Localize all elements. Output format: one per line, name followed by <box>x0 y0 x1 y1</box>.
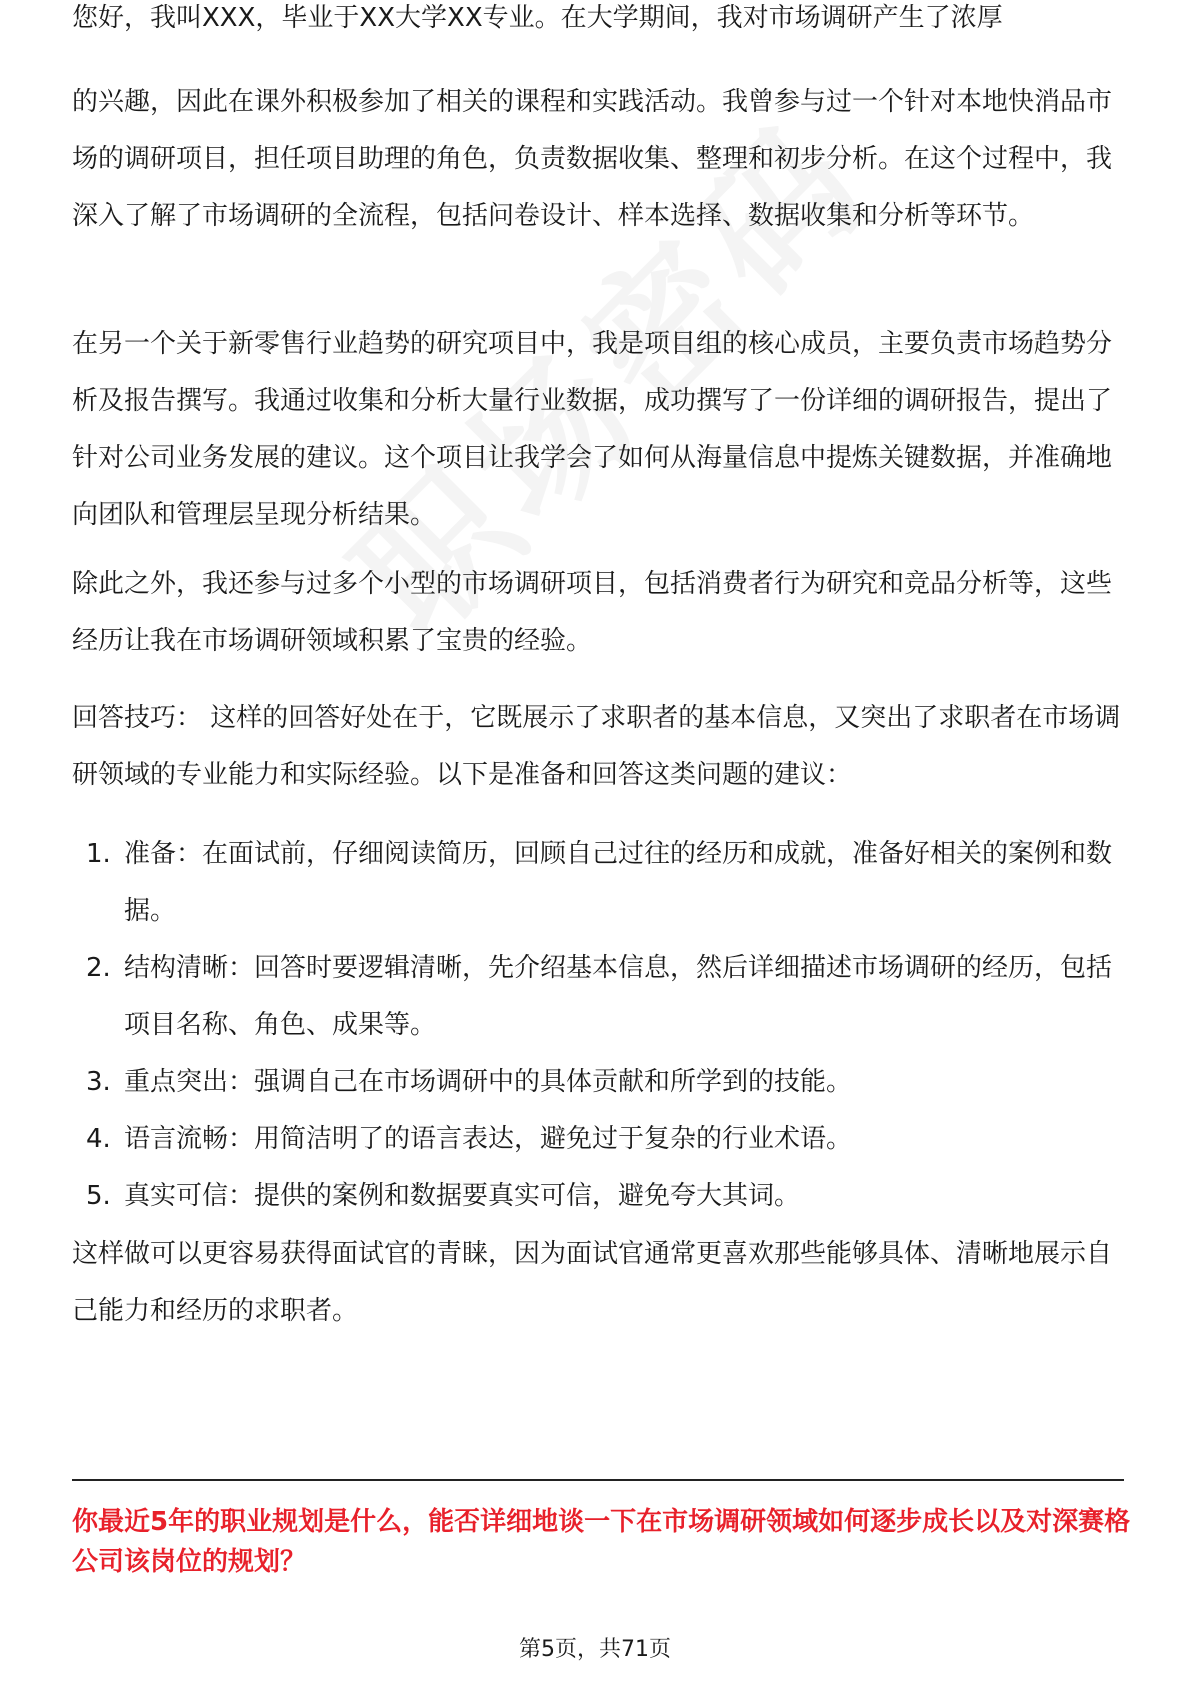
next-question-heading: 你最近5年的职业规划是什么，能否详细地谈一下在市场调研领域如何逐步成长以及对深赛格公司该岗位的规划？ <box>72 1507 1131 1577</box>
list-number: 4. <box>86 1124 111 1154</box>
section-divider <box>72 1479 1124 1481</box>
list-item <box>72 1168 1124 1225</box>
page-footer: 第5页，共71页 <box>519 1637 671 1662</box>
paragraph-text: 这样做可以更容易获得面试官的青睐，因为面试官通常更喜欢那些能够具体、清晰地展示自己能力和经历的求职者。 <box>72 1239 1113 1326</box>
paragraph-text: 在另一个关于新零售行业趋势的研究项目中，我是项目组的核心成员，主要负责市场趋势分析及报告撰写。我通过收集和分析大量行业数据，成功撰写了一份详细的调研报告，提出了针对公司业务发展的建议。这个项目让我学会了如何从海量信息中提炼关键数据，并准确地向团队和管理层呈现分析结果。 <box>72 329 1113 530</box>
list-number: 3. <box>86 1067 111 1097</box>
list-item <box>72 940 1124 1054</box>
tips-list <box>72 826 1124 1225</box>
list-number: 5. <box>86 1181 111 1211</box>
list-item <box>72 826 1124 940</box>
list-item <box>72 1054 1124 1111</box>
partial-top-line: 您好，我叫XXX，毕业于XX大学XX专业。在大学期间，我对市场调研产生了浓厚 <box>72 3 1003 33</box>
list-item-text: 结构清晰：回答时要逻辑清晰，先介绍基本信息，然后详细描述市场调研的经历，包括项目名称、角色、成果等。 <box>124 953 1113 1040</box>
paragraph-text: 的兴趣，因此在课外积极参加了相关的课程和实践活动。我曾参与过一个针对本地快消品市场的调研项目，担任项目助理的角色，负责数据收集、整理和初步分析。在这个过程中，我深入了解了市场调研的全流程，包括问卷设计、样本选择、数据收集和分析等环节。 <box>72 87 1113 231</box>
paragraph-text: 回答技巧： 这样的回答好处在于，它既展示了求职者的基本信息，又突出了求职者在市场调研领域的专业能力和实际经验。以下是准备和回答这类问题的建议： <box>72 703 1121 790</box>
paragraph-1 <box>72 74 1124 245</box>
list-item-text: 准备：在面试前，仔细阅读简历，回顾自己过往的经历和成就，准备好相关的案例和数据。 <box>124 839 1113 926</box>
closing-paragraph <box>72 1226 1124 1340</box>
paragraph-3 <box>72 556 1124 670</box>
paragraph-2 <box>72 316 1124 544</box>
list-number: 1. <box>86 839 111 869</box>
list-number: 2. <box>86 953 111 983</box>
answer-tips-intro <box>72 690 1124 804</box>
paragraph-text: 除此之外，我还参与过多个小型的市场调研项目，包括消费者行为研究和竞品分析等，这些经历让我在市场调研领域积累了宝贵的经验。 <box>72 569 1113 656</box>
list-item-text: 真实可信：提供的案例和数据要真实可信，避免夸大其词。 <box>124 1181 801 1211</box>
list-item-text: 重点突出：强调自己在市场调研中的具体贡献和所学到的技能。 <box>124 1067 853 1097</box>
list-item-text: 语言流畅：用简洁明了的语言表达，避免过于复杂的行业术语。 <box>124 1124 853 1154</box>
list-item <box>72 1111 1124 1168</box>
